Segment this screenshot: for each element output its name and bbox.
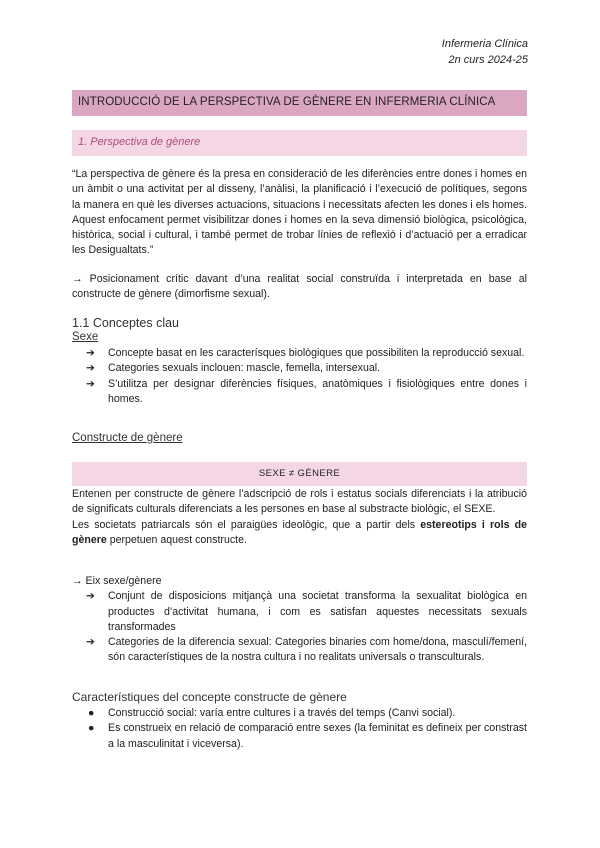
note-text: → Posicionament crític davant d’una realitat social construïda i interpretada en base al constructe de gènere (dimorfisme sexual). (72, 273, 527, 301)
arrow-icon: ➔ (86, 362, 95, 375)
header-year: 2n curs 2024-25 (448, 54, 528, 66)
quote-text: “La perspectiva de gènere és la presa en consideració de les diferències entre dones i homes en un àmbit o una activitat per al disseny, l’anàlisi, la planificació i l’execució de polítiques, segons la manera en què les diverses actuacions, situacions i necessitats afecten les dones i els homes. Aquest enfocament permet visibilitzar dones i homes en la seva dimensió biològica, psicològica, històrica, social i cultural, i també permet de trobar línies de reflexió i d’actuació per a erradicar les Desigualtats.” (72, 168, 527, 257)
list-item (72, 635, 527, 666)
sexe-label: Sexe (72, 331, 99, 343)
section-heading: 1. Perspectiva de gènere (78, 136, 201, 148)
section-heading-band (72, 130, 527, 156)
list-item-text: S’utilitza per designar diferències físiques, anatòmiques i fisiològiques entre dones i homes. (108, 377, 527, 405)
list-item-text: Categories de la diferencia sexual: Categories binaries com home/dona, masculí/femení, són característiques de la nostra cultura i no realitats universals o transculturals. (108, 636, 527, 664)
running-header (442, 36, 528, 68)
document-title: INTRODUCCIÓ DE LA PERSPECTIVA DE GÈNERE EN INFERMERIA CLÍNICA (78, 96, 496, 108)
constructe-label: Constructe de gènere (72, 432, 183, 444)
sexe-genere-text: SEXE ≠ GÈNERE (258, 468, 341, 479)
list-item-text: Construcció social: varía entre cultures i a través del temps (Canvi social). (108, 707, 456, 719)
list-item (72, 721, 527, 752)
list-item (72, 589, 527, 635)
definition-quote (72, 167, 527, 259)
document-title-band (72, 90, 527, 116)
subsection-heading: 1.1 Conceptes clau (72, 316, 180, 330)
p2-post: perpetuen aquest constructe. (106, 533, 247, 546)
constructe-p1: Entenen per constructe de gènere l’adscripció de rols i estatus socials diferenciats i la atribució de significats culturals diferenciats a les persones en base al substracte biològic, el SEXE. (72, 488, 527, 516)
sexe-genere-band (72, 462, 527, 486)
eix-heading: → Eix sexe/gènere (72, 575, 162, 587)
list-item (72, 377, 527, 408)
p2-pre: Les societats patriarcals són el paraigües ideològic, que a partir dels (72, 518, 421, 531)
eix-section (72, 574, 527, 666)
sexe-list (72, 346, 527, 407)
caract-heading: Característiques del concepte constructe de gènere (72, 690, 347, 704)
arrow-icon: ➔ (86, 636, 95, 649)
arrow-icon: ➔ (86, 347, 95, 359)
critical-note (72, 272, 527, 303)
arrow-icon: ➔ (86, 377, 95, 390)
list-item (72, 346, 527, 361)
list-item (72, 706, 527, 721)
constructe-definition (72, 487, 527, 548)
list-item-text: Categories sexuals inclouen: mascle, femella, intersexual. (108, 362, 381, 375)
header-course: Infermeria Clínica (441, 38, 528, 50)
arrow-icon: ➔ (86, 590, 95, 603)
list-item-text: Concepte basat en les caracterísques biològiques que possibiliten la reproducció sexual. (108, 347, 525, 359)
bullet-icon: ● (88, 707, 95, 719)
bullet-icon: ● (88, 722, 95, 735)
list-item (72, 361, 527, 376)
list-item-text: Conjunt de disposicions mitjançà una societat transforma la sexualitat biològica en productes d’activitat humana, i com es satisfan aquestes necessitats sexuals transformades (108, 590, 527, 633)
list-item-text: Es construeix en relació de comparació entre sexes (la feminitat es defineix per constrast a la masculinitat i viceversa). (108, 722, 527, 750)
caract-list (72, 706, 527, 752)
p2-bold: estereotips i rols de gènere (72, 518, 527, 546)
constructe-p2 (72, 518, 527, 549)
